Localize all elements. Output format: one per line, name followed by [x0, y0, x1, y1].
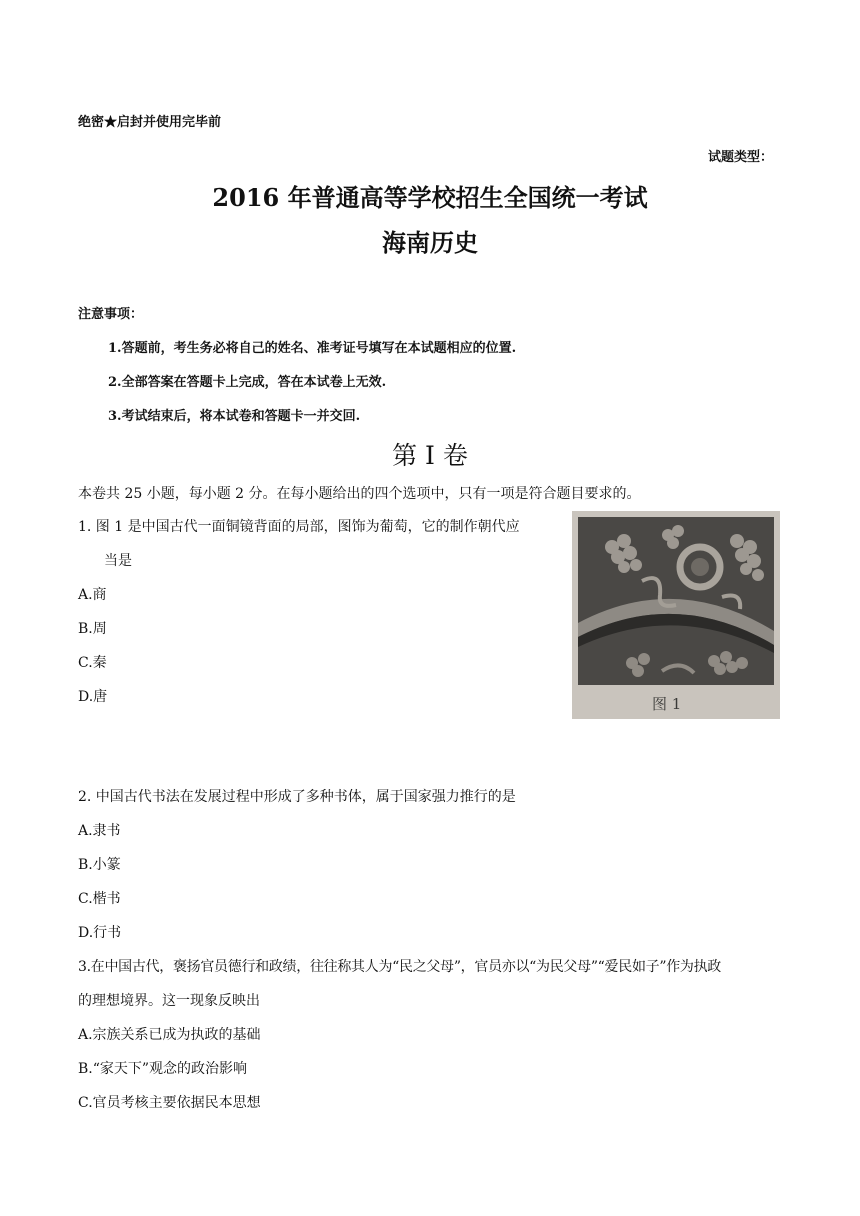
question-3-option-a: A.宗族关系已成为执政的基础 [78, 1027, 261, 1043]
question-1-option-b: B.周 [78, 621, 107, 637]
question-2-option-d: D.行书 [78, 925, 122, 941]
question-3-stem-line-1: 3.在中国古代，褒扬官员德行和政绩，往往称其人为“民之父母”，官员亦以“为民父母”“爱民如子”作为执政 [78, 959, 721, 975]
question-1-option-c: C.秦 [78, 655, 107, 671]
question-2-option-b: B.小篆 [78, 857, 121, 873]
question-3-option-b: B.“家天下”观念的政治影响 [78, 1061, 248, 1077]
question-3-option-c: C.官员考核主要依据民本思想 [78, 1095, 261, 1111]
notice-item-1: 1.答题前，考生务必将自己的姓名、准考证号填写在本试题相应的位置. [108, 341, 517, 356]
notice-item-2: 2.全部答案在答题卡上完成，答在本试卷上无效. [108, 375, 387, 390]
notice-item-3: 3.考试结束后，将本试卷和答题卡一并交回. [108, 409, 361, 424]
section-title: 第 I 卷 [392, 441, 468, 470]
question-3-stem-line-2: 的理想境界。这一现象反映出 [78, 993, 260, 1009]
question-2-option-c: C.楷书 [78, 891, 121, 907]
exam-title: 2016 年普通高等学校招生全国统一考试 [212, 183, 648, 212]
bronze-mirror-figure [572, 511, 780, 719]
question-1-stem-line-2: 当是 [104, 553, 132, 569]
question-2-stem: 2. 中国古代书法在发展过程中形成了多种书体，属于国家强力推行的是 [78, 789, 516, 805]
question-1-stem-line-1: 1. 图 1 是中国古代一面铜镜背面的局部，图饰为葡萄，它的制作朝代应 [78, 519, 520, 535]
question-type-label: 试题类型： [708, 150, 774, 165]
question-2-option-a: A.隶书 [78, 823, 121, 839]
exam-subtitle: 海南历史 [382, 228, 478, 257]
figure-caption: 图 1 [652, 695, 682, 713]
grape-pattern-mirror-image [572, 511, 780, 719]
notice-heading: 注意事项： [78, 307, 144, 322]
confidential-label: 绝密★启封并使用完毕前 [78, 115, 222, 130]
section-instruction: 本卷共 25 小题，每小题 2 分。在每小题给出的四个选项中，只有一项是符合题目要求的。 [78, 486, 641, 502]
question-1-option-d: D.唐 [78, 689, 108, 705]
question-1-option-a: A.商 [78, 587, 107, 603]
